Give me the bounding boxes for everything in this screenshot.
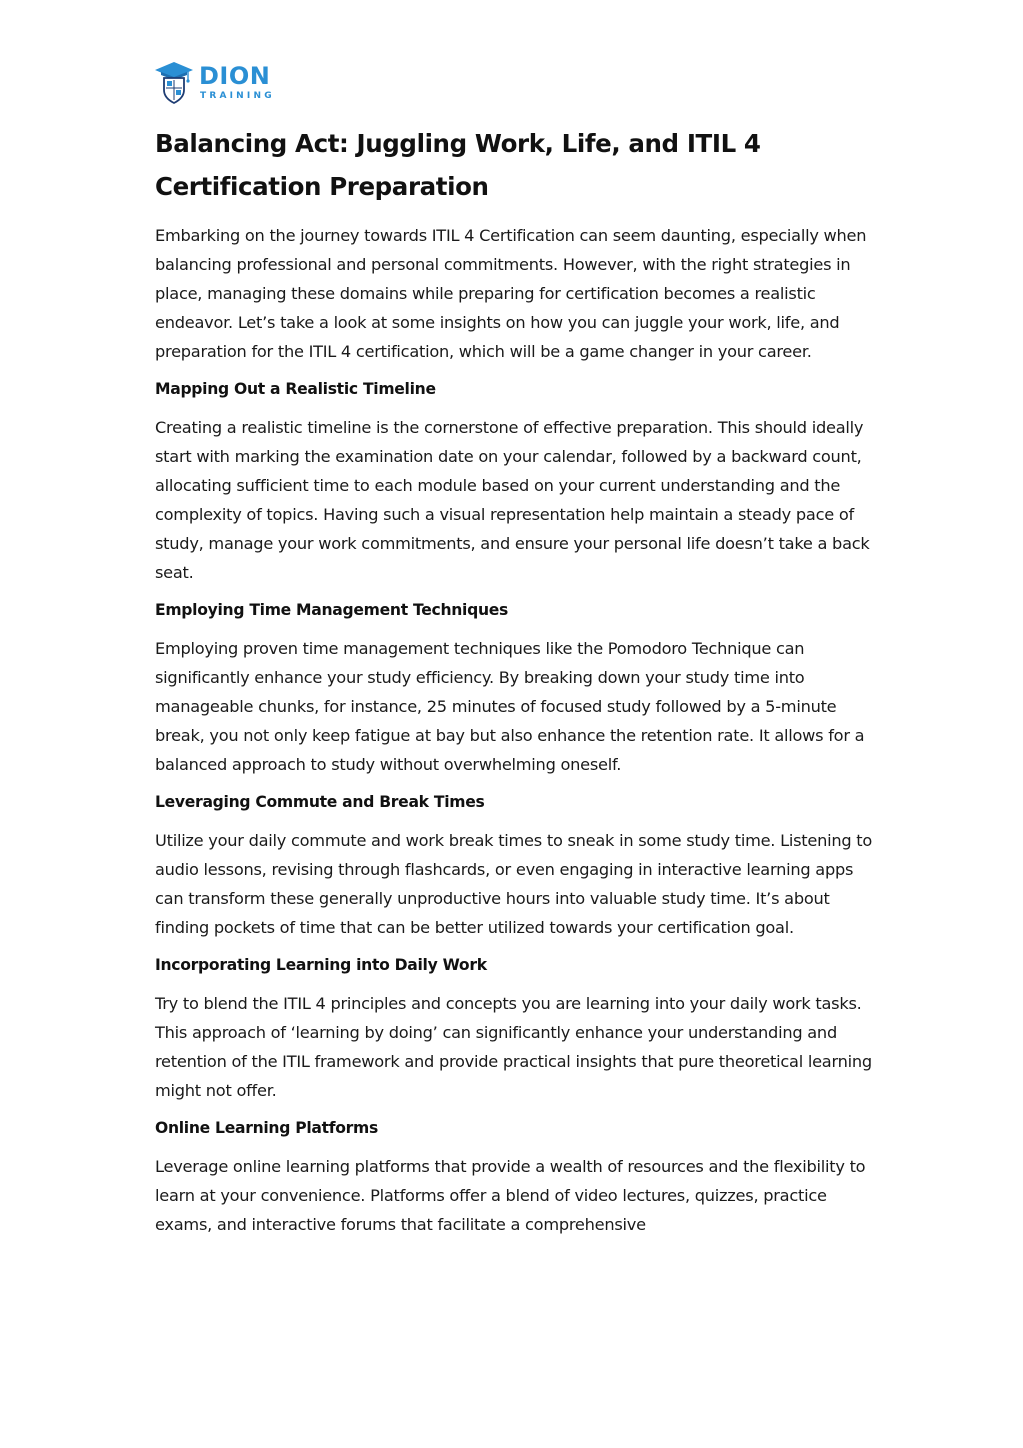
svg-text:TRAINING: TRAINING <box>200 91 275 101</box>
article-title: Balancing Act: Juggling Work, Life, and ITIL 4 Certification Preparation <box>155 129 761 201</box>
section-paragraph: Try to blend the ITIL 4 principles and concepts you are learning into your daily work tasks. This approach of ‘learning by doing’ can significantly enhance your understanding and retention of the ITIL framework and provide practical insights that pure theoretical learning might not offer. <box>155 994 872 1100</box>
graduation-cap-shield-icon <box>155 58 285 104</box>
section-timeline <box>155 375 875 587</box>
section-heading: Mapping Out a Realistic Timeline <box>155 380 436 398</box>
intro-paragraph: Embarking on the journey towards ITIL 4 Certification can seem daunting, especially when balancing professional and personal commitments. However, with the right strategies in place, managing these domains while preparing for certification becomes a realistic endeavor. Let’s take a look at some insights on how you can juggle your work, life, and preparation for the ITIL 4 certification, which will be a game changer in your career. <box>155 226 867 361</box>
section-paragraph: Employing proven time management techniques like the Pomodoro Technique can significantly enhance your study efficiency. By breaking down your study time into manageable chunks, for instance, 25 minutes of focused study followed by a 5-minute break, you not only keep fatigue at bay but also enhance the retention rate. It allows for a balanced approach to study without overwhelming oneself. <box>155 639 865 774</box>
section-online-platforms <box>155 1114 875 1239</box>
section-time-management <box>155 596 875 779</box>
section-paragraph: Leverage online learning platforms that provide a wealth of resources and the flexibility to learn at your convenience. Platforms offer a blend of video lectures, quizzes, practice exams, and interactive forums that facilitate a comprehensive <box>155 1157 866 1234</box>
section-heading: Online Learning Platforms <box>155 1119 378 1137</box>
section-heading: Employing Time Management Techniques <box>155 601 509 619</box>
svg-text:DION: DION <box>199 62 271 90</box>
section-daily-work <box>155 951 875 1105</box>
section-paragraph: Creating a realistic timeline is the cornerstone of effective preparation. This should ideally start with marking the examination date on your calendar, followed by a backward count, allocating sufficient time to each module based on your current understanding and the complexity of topics. Having such a visual representation help maintain a steady pace of study, manage your work commitments, and ensure your personal life doesn’t take a back seat. <box>155 418 870 582</box>
section-commute <box>155 788 875 942</box>
section-heading: Leveraging Commute and Break Times <box>155 793 485 811</box>
section-heading: Incorporating Learning into Daily Work <box>155 956 487 974</box>
dion-training-logo <box>155 58 285 104</box>
article-body <box>155 221 875 1248</box>
section-paragraph: Utilize your daily commute and work break times to sneak in some study time. Listening to audio lessons, revising through flashcards, or even engaging in interactive learning apps can transform these generally unproductive hours into valuable study time. It’s about finding pockets of time that can be better utilized towards your certification goal. <box>155 831 873 937</box>
